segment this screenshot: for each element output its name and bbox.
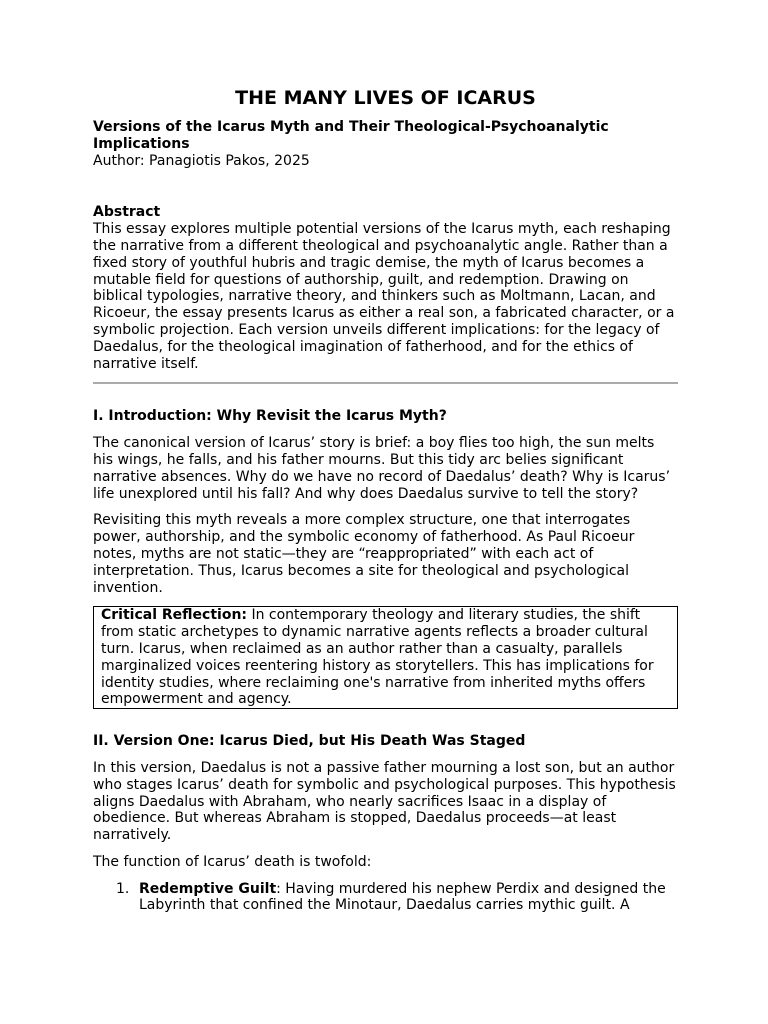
version-one-paragraph-1: In this version, Daedalus is not a passive father mourning a lost son, but an author who stages Icarus’ death for symbolic and psychological purposes. This hypothesis aligns Daedalus with Abraham, who nearly sacrifices Isaac in a display of obedience. But whereas Abraham is stopped, Daedalus proceeds—at least narratively. [93, 759, 676, 844]
section-heading-introduction: I. Introduction: Why Revisit the Icarus Myth? [93, 408, 447, 425]
abstract-heading: Abstract [93, 204, 161, 221]
list-item-text: : Having murdered his nephew Perdix and designed the Labyrinth that confined the Minotaur, Daedalus carries mythic guilt. A [139, 880, 666, 914]
abstract-text: This essay explores multiple potential versions of the Icarus myth, each reshaping the narrative from a different theological and psychoanalytic angle. Rather than a fixed story of youthful hubris and tragic demise, the myth of Icarus becomes a mutable field for questions of authorship, guilt, and redemption. Drawing on biblical typologies, narrative theory, and thinkers such as Moltmann, Lacan, and Ricoeur, the essay presents Icarus as either a real son, a fabricated character, or a symbolic projection. Each version unveils different implications: for the legacy of Daedalus, for the theological imagination of fatherhood, and for the ethics of narrative itself. [93, 221, 675, 372]
document-subtitle: Versions of the Icarus Myth and Their Theological-Psychoanalytic Implications [93, 119, 609, 152]
document-author: Author: Panagiotis Pakos, 2025 [93, 152, 310, 169]
list-item-number: 1. [116, 880, 130, 897]
introduction-paragraph-1: The canonical version of Icarus’ story is brief: a boy flies too high, the sun melts his wings, he falls, and his father mourns. But this tidy arc belies significant narrative absences. Why do we have no record of Daedalus’ death? Why is Icarus’ life unexplored until his fall? And why does Daedalus survive to tell the story? [93, 435, 671, 502]
section-divider [93, 382, 678, 384]
critical-reflection-text: In contemporary theology and literary studies, the shift from static archetypes to dynamic narrative agents reflects a broader cultural turn. Icarus, when reclaimed as an author rather than a casualty, parallels marginalized voices reentering history as storytellers. This has implications for identity studies, where reclaiming one's narrative from inherited myths offers empowerment and agency. [101, 607, 654, 708]
section-heading-version-one: II. Version One: Icarus Died, but His Death Was Staged [93, 733, 526, 750]
function-list [93, 881, 678, 915]
document-body [93, 86, 678, 914]
critical-reflection-box [93, 606, 678, 709]
version-one-paragraph-2: The function of Icarus’ death is twofold: [93, 853, 372, 870]
list-item-term: Redemptive Guilt [139, 880, 277, 897]
introduction-paragraph-2: Revisiting this myth reveals a more complex structure, one that interrogates power, authorship, and the symbolic economy of fatherhood. As Paul Ricoeur notes, myths are not static—they are “reappropriated” with each act of interpretation. Thus, Icarus becomes a site for theological and psychological invention. [93, 512, 635, 596]
document-title: THE MANY LIVES OF ICARUS [235, 87, 536, 109]
critical-reflection-label: Critical Reflection: [101, 607, 248, 624]
list-item [93, 881, 678, 915]
